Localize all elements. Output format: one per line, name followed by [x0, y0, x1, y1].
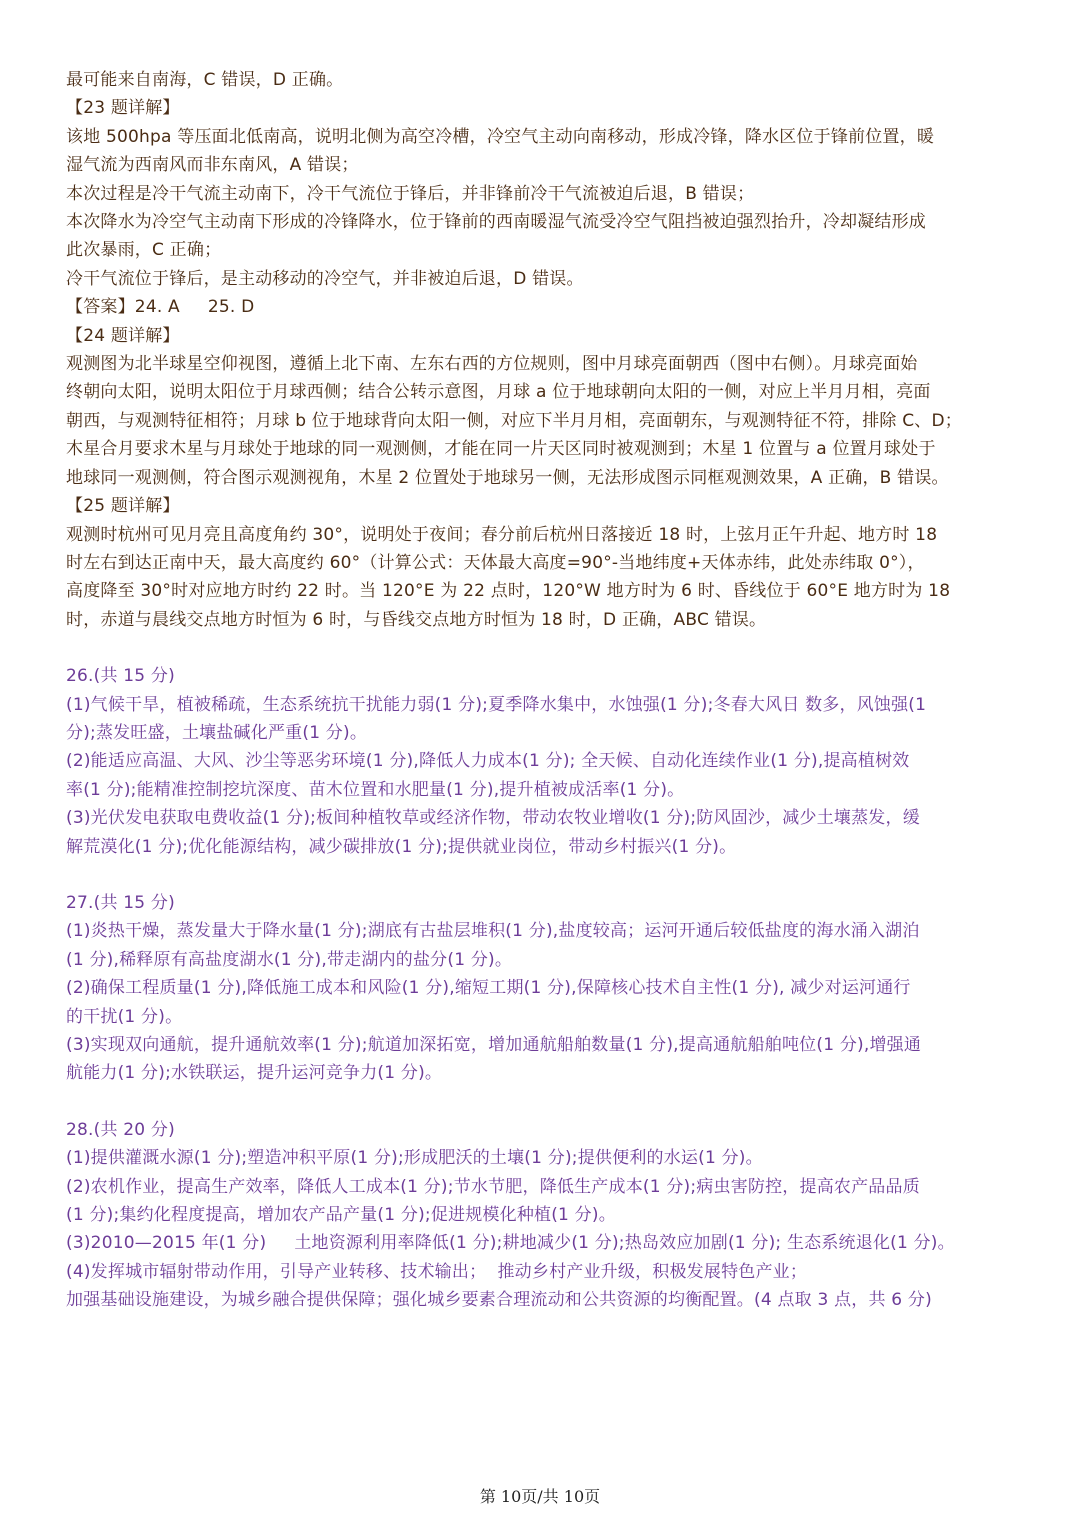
- explanation-line: 时，赤道与晨线交点地方时恒为 6 时，与昏线交点地方时恒为 18 时，D 正确，ABC 错误。: [66, 609, 767, 630]
- q28-line: (1 分);集约化程度提高，增加农产品产量(1 分);促进规模化种植(1 分)。: [66, 1205, 616, 1226]
- q24-heading: 【24 题详解】: [66, 325, 180, 346]
- explanation-line: 终朝向太阳，说明太阳位于月球西侧；结合公转示意图，月球 a 位于地球朝向太阳的一侧，对应上半月月相，亮面: [66, 382, 931, 403]
- q28-line: (1)提供灌溉水源(1 分);塑造冲积平原(1 分);形成肥沃的土壤(1 分);提供便利的水运(1 分)。: [66, 1148, 763, 1169]
- explanation-line: 高度降至 30°时对应地方时约 22 时。当 120°E 为 22 点时，120°W 地方时为 6 时、昏线位于 60°E 地方时为 18: [66, 581, 951, 602]
- q26-line: (1)气候干旱，植被稀疏，生态系统抗干扰能力弱(1 分);夏季降水集中，水蚀强(1 分);冬春大风日 数多，风蚀强(1: [66, 694, 927, 715]
- q27-line: (2)确保工程质量(1 分),降低施工成本和风险(1 分),缩短工期(1 分),保障核心技术自主性(1 分), 减少对运河通行: [66, 978, 911, 999]
- q27-line: (1 分),稀释原有高盐度湖水(1 分),带走湖内的盐分(1 分)。: [66, 949, 513, 970]
- q26-line: (2)能适应高温、大风、沙尘等恶劣环境(1 分),降低人力成本(1 分); 全天候、自动化连续作业(1 分),提高植树效: [66, 751, 910, 772]
- page-content: [66, 66, 1018, 1315]
- q27-line: 航能力(1 分);水铁联运，提升运河竞争力(1 分)。: [66, 1063, 443, 1084]
- explanation-line: 最可能来自南海，C 错误，D 正确。: [66, 70, 344, 90]
- q28-line: (2)农机作业，提高生产效率，降低人工成本(1 分);节水节肥，降低生产成本(1 分);病虫害防控，提高农产品品质: [66, 1176, 920, 1197]
- explanation-section: [66, 66, 1018, 634]
- q28-section: [66, 1116, 1018, 1315]
- q26-line: 解荒漠化(1 分);优化能源结构，减少碳排放(1 分);提供就业岗位，带动乡村振兴(1 分)。: [66, 836, 737, 857]
- q27-line: (1)炎热干燥，蒸发量大于降水量(1 分);湖底有古盐层堆积(1 分),盐度较高；运河开通后较低盐度的海水涌入湖泊: [66, 921, 920, 942]
- q23-heading: 【23 题详解】: [66, 98, 180, 119]
- q25-heading: 【25 题详解】: [66, 496, 180, 517]
- q28-heading: 28.(共 20 分): [66, 1119, 175, 1140]
- section-gap: [66, 634, 1018, 662]
- page-number-footer: 第 10页/共 10页: [479, 1487, 601, 1506]
- q26-line: 率(1 分);能精准控制挖坑深度、苗木位置和水肥量(1 分),提升植被成活率(1 分)。: [66, 779, 685, 800]
- explanation-line: 本次过程是冷干气流主动南下，冷干气流位于锋后，并非锋前冷干气流被迫后退，B 错误；: [66, 183, 755, 204]
- explanation-line: 木星合月要求木星与月球处于地球的同一观测侧，才能在同一片天区同时被观测到；木星 1 位置与 a 位置月球处于: [66, 439, 936, 460]
- q27-line: 的干扰(1 分)。: [66, 1006, 183, 1027]
- explanation-line: 此次暴雨，C 正确；: [66, 240, 222, 261]
- explanation-line: 该地 500hpa 等压面北低南高，说明北侧为高空冷槽，冷空气主动向南移动，形成冷锋，降水区位于锋前位置，暖: [66, 126, 935, 147]
- explanation-line: 观测图为北半球星空仰视图，遵循上北下南、左东右西的方位规则，图中月球亮面朝西（图中右侧）。月球亮面始: [66, 354, 918, 375]
- section-gap: [66, 861, 1018, 889]
- q26-line: 分);蒸发旺盛，土壤盐碱化严重(1 分)。: [66, 722, 368, 743]
- explanation-line: 湿气流为西南风而非东南风，A 错误；: [66, 155, 359, 176]
- explanation-line: 本次降水为冷空气主动南下形成的冷锋降水，位于锋前的西南暖湿气流受冷空气阻挡被迫强烈抬升，冷却凝结形成: [66, 212, 926, 233]
- explanation-line: 地球同一观测侧，符合图示观测视角，木星 2 位置处于地球另一侧，无法形成图示同框观测效果，A 正确，B 错误。: [66, 467, 949, 488]
- q28-line: (3)2010—2015 年(1 分) 土地资源利用率降低(1 分);耕地减少(1 分);热岛效应加剧(1 分); 生态系统退化(1 分)。: [66, 1233, 955, 1254]
- q27-heading: 27.(共 15 分): [66, 892, 175, 913]
- q27-section: [66, 889, 1018, 1088]
- explanation-line: 冷干气流位于锋后，是主动移动的冷空气，并非被迫后退，D 错误。: [66, 268, 584, 289]
- explanation-line: 观测时杭州可见月亮且高度角约 30°，说明处于夜间；春分前后杭州日落接近 18 时，上弦月正午升起、地方时 18: [66, 524, 938, 545]
- q27-line: (3)实现双向通航，提升通航效率(1 分);航道加深拓宽，增加通航船舶数量(1 分),提高通航船舶吨位(1 分),增强通: [66, 1035, 922, 1055]
- section-gap: [66, 1088, 1018, 1116]
- explanation-line: 朝西，与观测特征相符；月球 b 位于地球背向太阳一侧，对应下半月月相，亮面朝东，与观测特征不符，排除 C、D；: [66, 410, 962, 431]
- explanation-line: 时左右到达正南中天，最大高度约 60°（计算公式：天体最大高度=90°-当地纬度+天体赤纬，此处赤纬取 0°），: [66, 552, 925, 573]
- answer-key: 【答案】24. A 25. D: [66, 297, 255, 318]
- q28-line: 加强基础设施建设，为城乡融合提供保障；强化城乡要素合理流动和公共资源的均衡配置。(4 点取 3 点，共 6 分): [66, 1290, 932, 1311]
- q26-heading: 26.(共 15 分): [66, 666, 175, 687]
- q26-section: [66, 662, 1018, 861]
- q28-line: (4)发挥城市辐射带动作用，引导产业转移、技术输出； 推动乡村产业升级，积极发展特色产业；: [66, 1261, 808, 1282]
- q26-line: (3)光伏发电获取电费收益(1 分);板间种植牧草或经济作物，带动农牧业增收(1 分);防风固沙，减少土壤蒸发，缓: [66, 808, 920, 829]
